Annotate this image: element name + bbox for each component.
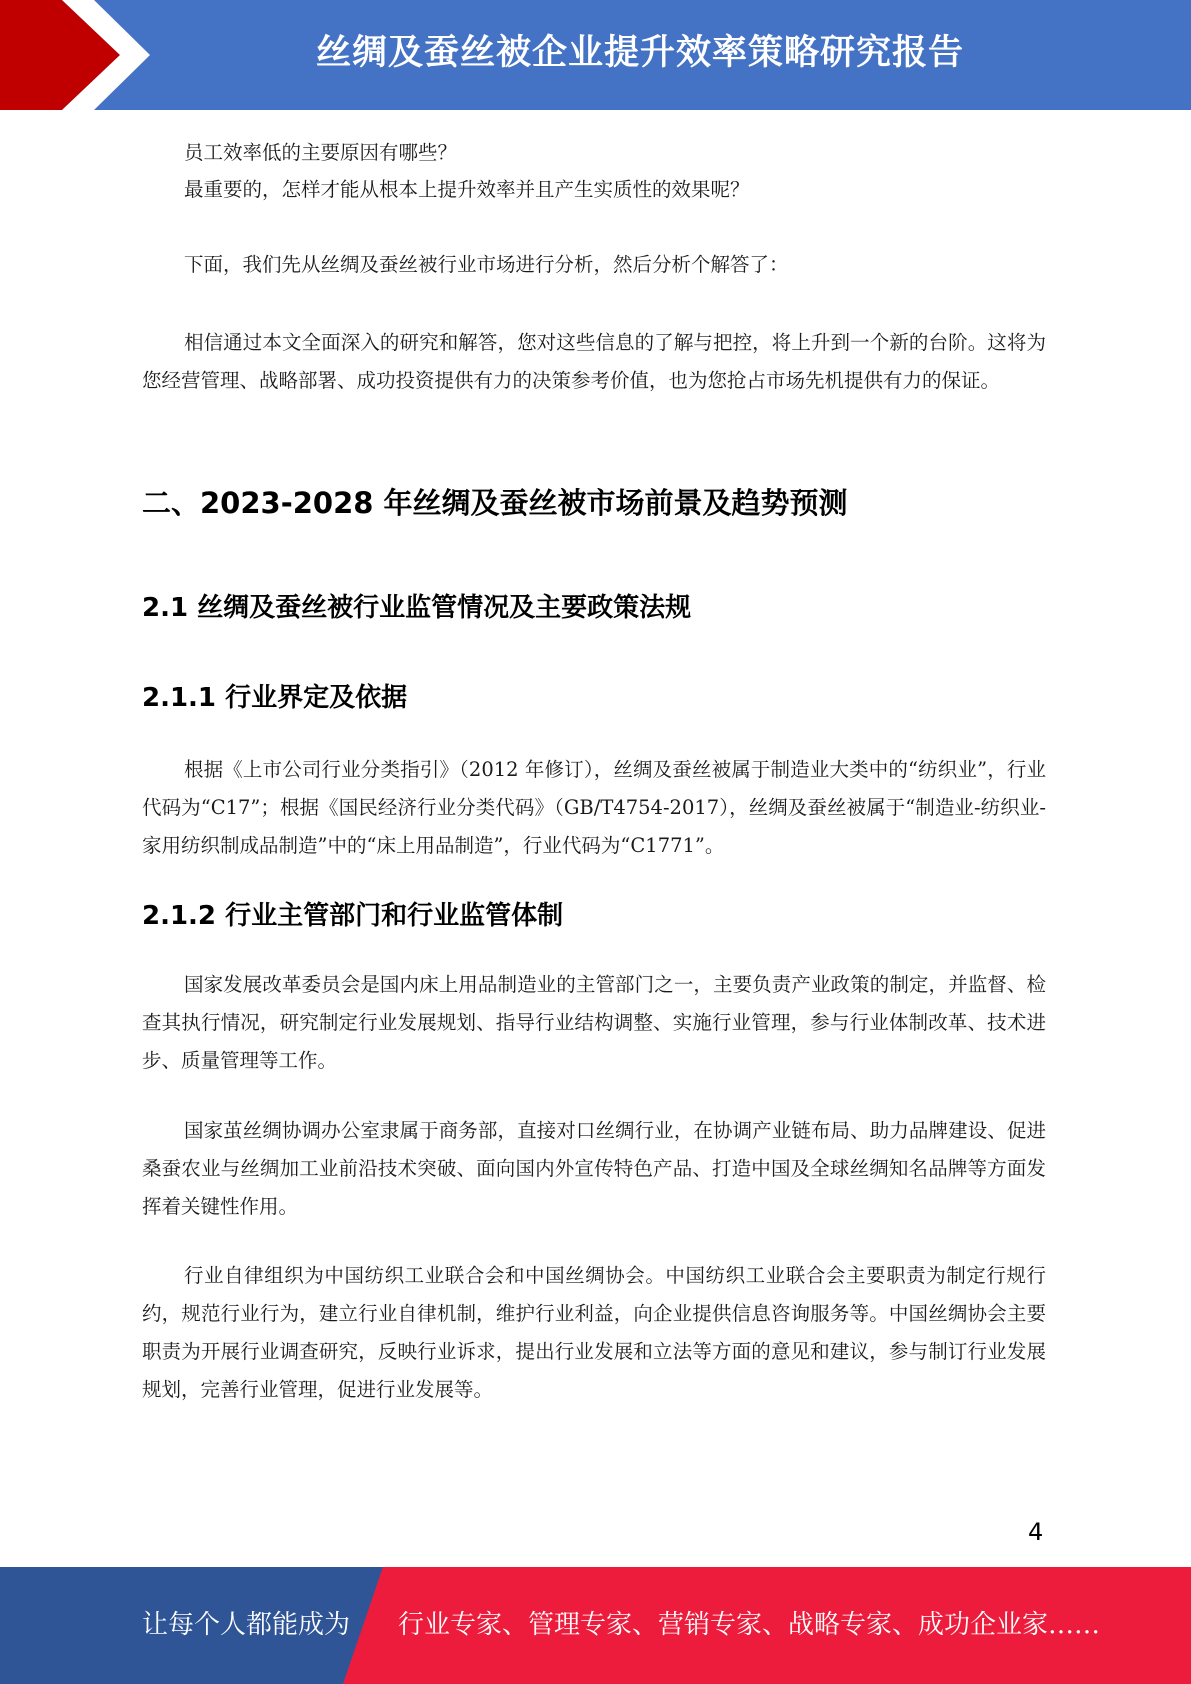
footer-slogan-right: 行业专家、管理专家、营销专家、战略专家、成功企业家…… bbox=[398, 1610, 1101, 1640]
footer-banner bbox=[0, 1567, 1191, 1684]
paragraph-5: 根据《上市公司行业分类指引》（2012 年修订），丝绸及蚕丝被属于制造业大类中的“纺织业”，行业代码为“C17”；根据《国民经济行业分类代码》（GB/T4754-2017），丝绸及蚕丝被属于“制造业-纺织业-家用纺织制成品制造”中的“床上用品制造”，行业代码为“C1771”。 bbox=[142, 758, 1046, 857]
heading-section-2-1-2: 2.1.2 行业主管部门和行业监管体制 bbox=[142, 901, 564, 931]
paragraph-4: 相信通过本文全面深入的研究和解答，您对这些信息的了解与把控，将上升到一个新的台阶。这将为您经营管理、战略部署、成功投资提供有力的决策参考价值，也为您抢占市场先机提供有力的保证。 bbox=[142, 331, 1046, 392]
heading-section-2-1-1: 2.1.1 行业界定及依据 bbox=[142, 683, 408, 713]
footer-slogan-left: 让每个人都能成为 bbox=[142, 1610, 351, 1640]
header-banner bbox=[0, 0, 1191, 110]
paragraph-2: 最重要的，怎样才能从根本上提升效率并且产生实质性的效果呢？ bbox=[184, 178, 750, 201]
paragraph-8: 行业自律组织为中国纺织工业联合会和中国丝绸协会。中国纺织工业联合会主要职责为制定行规行约，规范行业行为，建立行业自律机制，维护行业利益，向企业提供信息咨询服务等。中国丝绸协会主要职责为开展行业调查研究，反映行业诉求，提出行业发展和立法等方面的意见和建议，参与制订行业发展规划，完善行业管理，促进行业发展等。 bbox=[142, 1264, 1046, 1401]
page-number: 4 bbox=[1028, 1518, 1044, 1546]
paragraph-3: 下面，我们先从丝绸及蚕丝被行业市场进行分析，然后分析个解答了： bbox=[184, 253, 789, 276]
heading-section-2-1: 2.1 丝绸及蚕丝被行业监管情况及主要政策法规 bbox=[142, 593, 692, 623]
paragraph-7: 国家茧丝绸协调办公室隶属于商务部，直接对口丝绸行业，在协调产业链布局、助力品牌建设、促进桑蚕农业与丝绸加工业前沿技术突破、面向国内外宣传特色产品、打造中国及全球丝绸知名品牌等方面发挥着关键性作用。 bbox=[142, 1119, 1046, 1218]
paragraph-6: 国家发展改革委员会是国内床上用品制造业的主管部门之一，主要负责产业政策的制定，并监督、检查其执行情况，研究制定行业发展规划、指导行业结构调整、实施行业管理，参与行业体制改革、技术进步、质量管理等工作。 bbox=[142, 973, 1046, 1072]
report-title: 丝绸及蚕丝被企业提升效率策略研究报告 bbox=[315, 33, 964, 73]
paragraph-1: 员工效率低的主要原因有哪些？ bbox=[184, 141, 458, 164]
heading-section-2: 二、2023-2028 年丝绸及蚕丝被市场前景及趋势预测 bbox=[142, 486, 848, 520]
